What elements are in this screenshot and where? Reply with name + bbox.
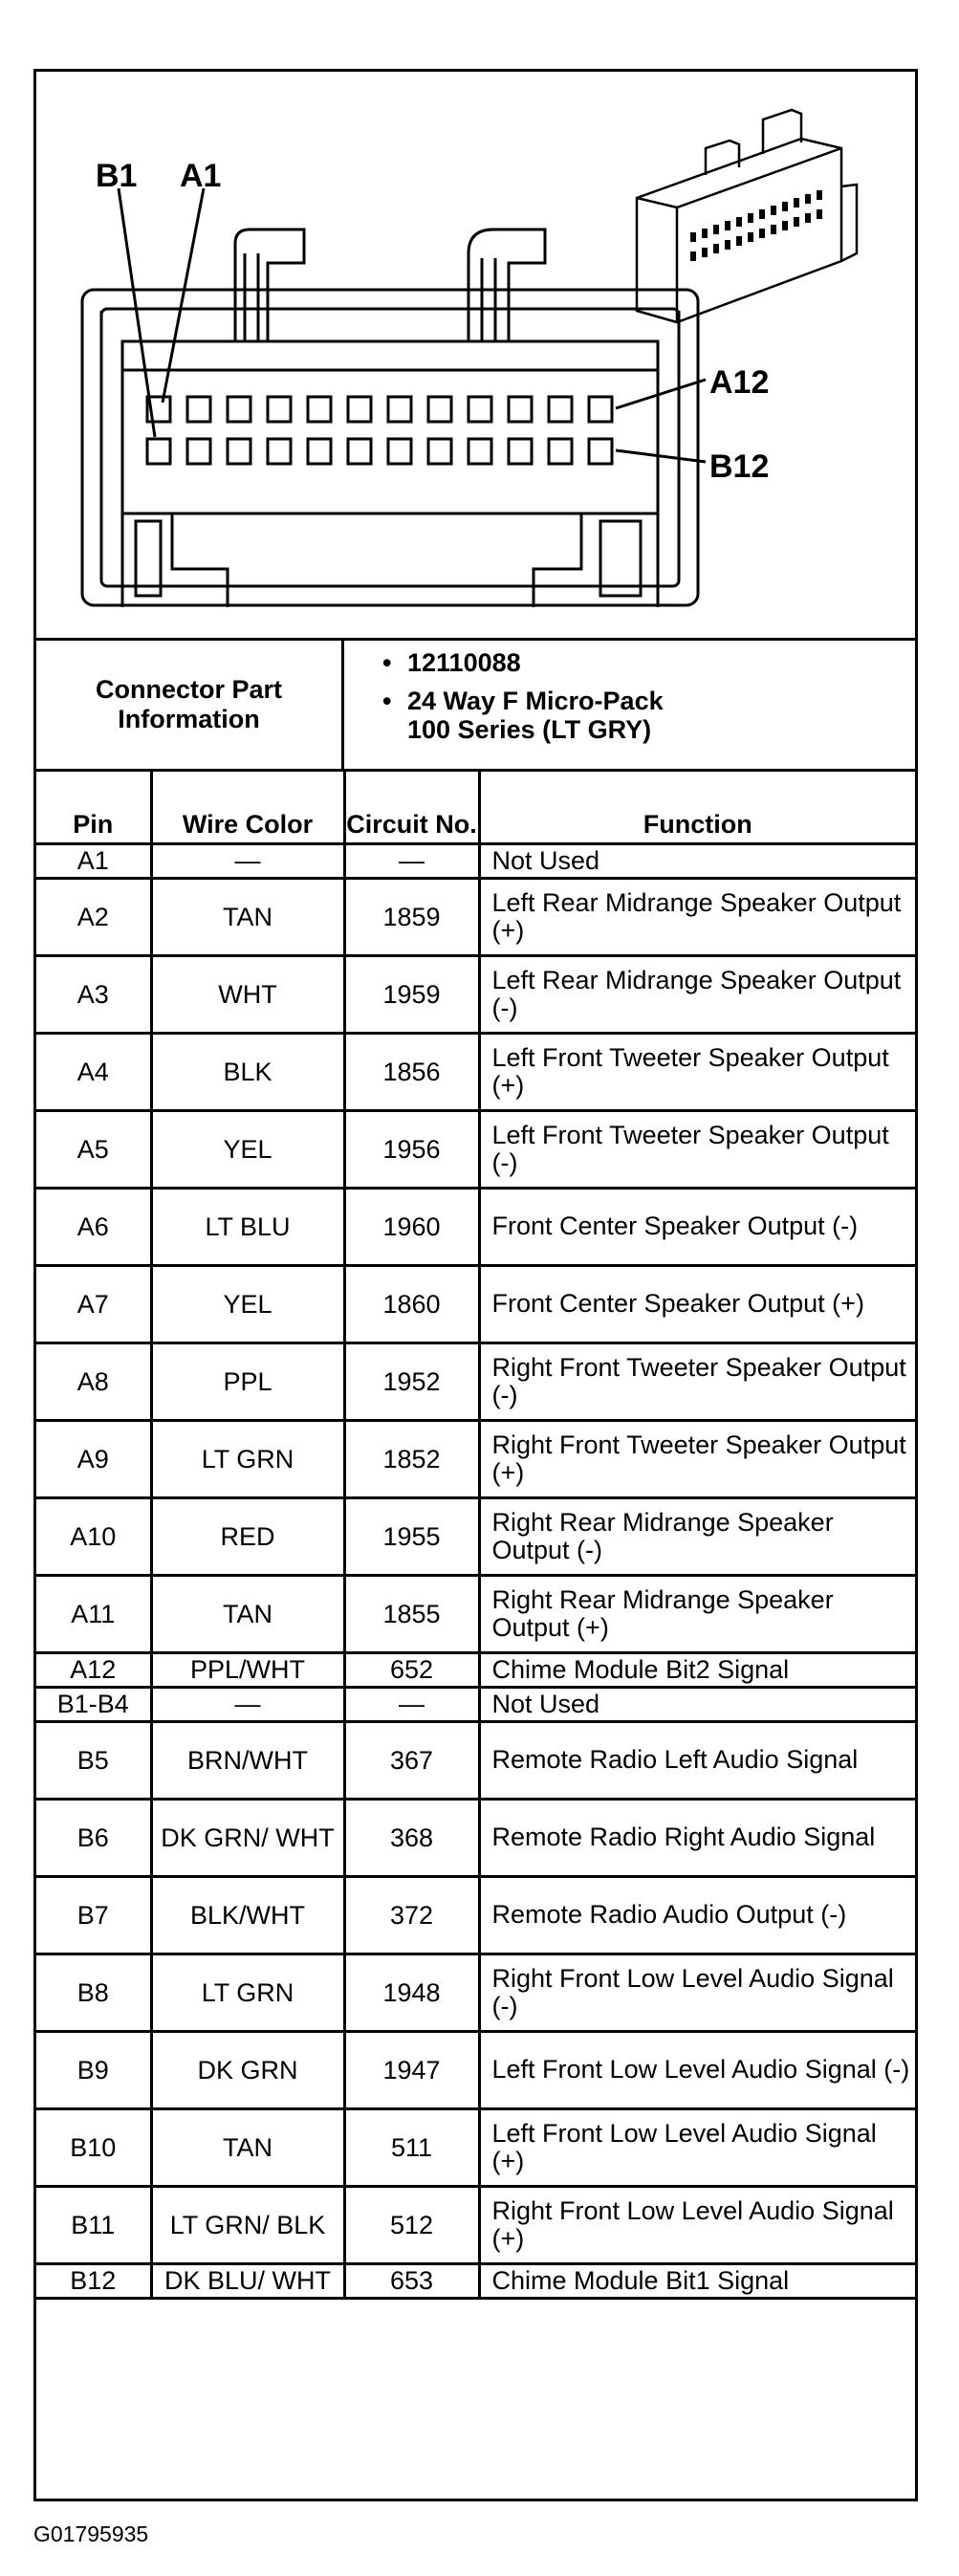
pin-cavity-block: [122, 370, 658, 513]
table-row: [36, 1954, 915, 2031]
function-cell: Right Front Low Level Audio Signal (-): [479, 1954, 915, 2031]
connector-diagram: [36, 72, 915, 641]
circuit-number-cell: 1959: [344, 955, 479, 1033]
wire-color-cell: BLK: [151, 1033, 344, 1110]
part-number: • 12110088: [382, 648, 915, 677]
circuit-number-cell: 511: [344, 2108, 479, 2186]
circuit-number-cell: 1952: [344, 1343, 479, 1420]
function-cell: Left Front Tweeter Speaker Output (+): [479, 1033, 915, 1110]
circuit-number-cell: 1960: [344, 1188, 479, 1265]
table-row: [36, 1110, 915, 1188]
function-cell: Left Rear Midrange Speaker Output (-): [479, 955, 915, 1033]
wire-color-cell: DK BLU/ WHT: [151, 2263, 344, 2298]
circuit-number-cell: —: [344, 843, 479, 878]
table-row: [36, 955, 915, 1033]
function-cell: Right Front Low Level Audio Signal (+): [479, 2186, 915, 2263]
wire-color-cell: WHT: [151, 955, 344, 1033]
table-row: [36, 1188, 915, 1265]
pin-cell: B9: [36, 2031, 151, 2108]
left-latch-ribs: [245, 253, 258, 341]
pin-cell: A4: [36, 1033, 151, 1110]
table-row: [36, 1721, 915, 1799]
wire-color-cell: DK GRN: [151, 2031, 344, 2108]
function-cell: Right Rear Midrange Speaker Output (-): [479, 1497, 915, 1575]
function-cell: Remote Radio Left Audio Signal: [479, 1721, 915, 1799]
pin-label-b1: B1: [96, 158, 138, 194]
pin-label-a12: A12: [709, 364, 770, 401]
table-row: [36, 1497, 915, 1575]
header-function: Function: [479, 769, 915, 843]
wire-color-cell: RED: [151, 1497, 344, 1575]
function-cell: Left Rear Midrange Speaker Output (+): [479, 878, 915, 955]
pin-cell: B5: [36, 1721, 151, 1799]
connector-info-list: [344, 641, 915, 769]
function-cell: Not Used: [479, 843, 915, 878]
pin-cell: B12: [36, 2263, 151, 2298]
circuit-number-cell: 1852: [344, 1420, 479, 1497]
wire-color-cell: —: [151, 1687, 344, 1721]
function-cell: Left Front Low Level Audio Signal (-): [479, 2031, 915, 2108]
pin-cell: B10: [36, 2108, 151, 2186]
wire-color-cell: TAN: [151, 878, 344, 955]
table-row: [36, 2263, 915, 2298]
pin-cell: A5: [36, 1110, 151, 1188]
wire-color-cell: YEL: [151, 1265, 344, 1343]
table-row: [36, 1033, 915, 1110]
function-cell: Front Center Speaker Output (+): [479, 1265, 915, 1343]
circuit-number-cell: 1948: [344, 1954, 479, 2031]
table-row: [36, 2108, 915, 2186]
table-header-row: [36, 769, 915, 843]
connector-drawing: [36, 72, 915, 638]
housing-shoulders: [101, 311, 679, 339]
wire-color-cell: DK GRN/ WHT: [151, 1799, 344, 1876]
table-row: [36, 1652, 915, 1687]
function-cell: Right Front Tweeter Speaker Output (-): [479, 1343, 915, 1420]
pin-cell: A8: [36, 1343, 151, 1420]
pin-cell: B1-B4: [36, 1687, 151, 1721]
right-latch-ribs: [482, 258, 495, 341]
circuit-number-cell: 1856: [344, 1033, 479, 1110]
function-cell: Remote Radio Right Audio Signal: [479, 1799, 915, 1876]
pin-cell: B8: [36, 1954, 151, 2031]
circuit-number-cell: 1955: [344, 1497, 479, 1575]
pin-label-b12: B12: [709, 448, 770, 485]
table-row: [36, 1420, 915, 1497]
circuit-number-cell: —: [344, 1687, 479, 1721]
wire-color-cell: LT GRN/ BLK: [151, 2186, 344, 2263]
connector-description: • 24 Way F Micro-Pack 100 Series (LT GRY): [382, 687, 694, 744]
table-row: [36, 1876, 915, 1954]
table-row: [36, 1343, 915, 1420]
wire-color-cell: TAN: [151, 2108, 344, 2186]
table-row: [36, 843, 915, 878]
pin-cell: A7: [36, 1265, 151, 1343]
function-cell: Right Rear Midrange Speaker Output (+): [479, 1575, 915, 1652]
table-row: [36, 1575, 915, 1652]
table-row: [36, 1799, 915, 1876]
function-cell: Left Front Tweeter Speaker Output (-): [479, 1110, 915, 1188]
function-cell: Front Center Speaker Output (-): [479, 1188, 915, 1265]
function-cell: Left Front Low Level Audio Signal (+): [479, 2108, 915, 2186]
circuit-number-cell: 1855: [344, 1575, 479, 1652]
table-row: [36, 2186, 915, 2263]
circuit-number-cell: 652: [344, 1652, 479, 1687]
circuit-number-cell: 368: [344, 1799, 479, 1876]
wire-color-cell: PPL: [151, 1343, 344, 1420]
bottom-left-key-slot: [136, 521, 161, 596]
pin-cell: A12: [36, 1652, 151, 1687]
wire-color-cell: —: [151, 843, 344, 878]
circuit-number-cell: 372: [344, 1876, 479, 1954]
circuit-number-cell: 1956: [344, 1110, 479, 1188]
table-row: [36, 878, 915, 955]
pin-cell: B7: [36, 1876, 151, 1954]
wire-color-cell: LT GRN: [151, 1954, 344, 2031]
pin-label-a1: A1: [180, 158, 222, 194]
header-wire-color: Wire Color: [151, 769, 344, 843]
function-cell: Not Used: [479, 1687, 915, 1721]
circuit-number-cell: 1947: [344, 2031, 479, 2108]
connector-info-title: Connector Part Information: [36, 641, 344, 769]
circuit-number-cell: 1859: [344, 878, 479, 955]
header-pin: Pin: [36, 769, 151, 843]
circuit-number-cell: 512: [344, 2186, 479, 2263]
right-latch-tab: [469, 229, 545, 341]
table-row: [36, 1265, 915, 1343]
wire-color-cell: BLK/WHT: [151, 1876, 344, 1954]
pin-cell: B11: [36, 2186, 151, 2263]
function-cell: Right Front Tweeter Speaker Output (+): [479, 1420, 915, 1497]
table-row: [36, 1687, 915, 1721]
housing-top-rail: [122, 341, 658, 370]
wire-color-cell: LT GRN: [151, 1420, 344, 1497]
wire-color-cell: PPL/WHT: [151, 1652, 344, 1687]
pin-cell: A11: [36, 1575, 151, 1652]
circuit-number-cell: 653: [344, 2263, 479, 2298]
pin-grid: [147, 397, 612, 464]
pin-cell: B6: [36, 1799, 151, 1876]
pin-cell: A10: [36, 1497, 151, 1575]
circuit-number-cell: 1860: [344, 1265, 479, 1343]
wire-color-cell: LT BLU: [151, 1188, 344, 1265]
pin-cell: A3: [36, 955, 151, 1033]
pin-cell: A9: [36, 1420, 151, 1497]
circuit-number-cell: 367: [344, 1721, 479, 1799]
connector-thumbnail-pins: [690, 190, 822, 261]
pinout-table: [36, 769, 915, 2300]
wire-color-cell: BRN/WHT: [151, 1721, 344, 1799]
connector-figure-frame: [33, 69, 918, 2501]
table-row: [36, 2031, 915, 2108]
pin-cell: A1: [36, 843, 151, 878]
pin-cell: A6: [36, 1188, 151, 1265]
wire-color-cell: TAN: [151, 1575, 344, 1652]
header-circuit-no: Circuit No.: [344, 769, 479, 843]
pin-cell: A2: [36, 878, 151, 955]
bottom-left-key: [122, 513, 228, 607]
function-cell: Chime Module Bit1 Signal: [479, 2263, 915, 2298]
connector-part-information: [36, 641, 915, 772]
wire-color-cell: YEL: [151, 1110, 344, 1188]
figure-id: G01795935: [33, 2521, 149, 2546]
function-cell: Remote Radio Audio Output (-): [479, 1876, 915, 1954]
bottom-right-key-slot: [600, 521, 641, 596]
function-cell: Chime Module Bit2 Signal: [479, 1652, 915, 1687]
